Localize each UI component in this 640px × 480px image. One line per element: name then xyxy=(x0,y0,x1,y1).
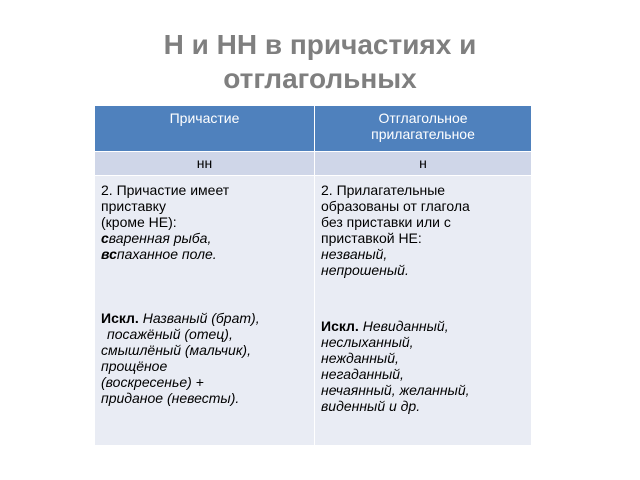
left-example-2-prefix: вс xyxy=(101,246,117,262)
left-exception-label: Искл. xyxy=(101,310,139,326)
subheader-nn-label: нн xyxy=(196,155,213,171)
right-exception-label: Искл. xyxy=(321,318,359,334)
header-row xyxy=(95,106,532,152)
header-adjective-line-1: Отглагольное xyxy=(378,110,468,126)
left-example-2-rest: паханное поле. xyxy=(116,246,217,262)
header-adjective-line-2: прилагательное xyxy=(371,126,475,142)
rules-table xyxy=(94,105,532,446)
right-example-line-1: незваный, xyxy=(321,246,388,262)
body-row xyxy=(95,176,532,446)
right-rule-line-1: 2. Прилагательные xyxy=(321,182,446,198)
subheader-nn xyxy=(95,152,315,176)
right-exception-line-1: Невиданный, xyxy=(362,318,449,334)
subheader-row xyxy=(95,152,532,176)
right-exception-1 xyxy=(321,318,525,334)
left-exception-line-4: прощёное xyxy=(101,358,168,374)
left-exception-1 xyxy=(101,310,308,326)
left-example-1-prefix: с xyxy=(101,230,109,246)
right-exception-line-5: нечаянный, желанный, xyxy=(321,382,470,398)
subheader-n xyxy=(315,152,532,176)
left-exception-line-2: посажёный (отец), xyxy=(107,326,233,342)
right-exception-line-6: виденный и др. xyxy=(321,398,421,414)
left-exception-line-6: приданое (невесты). xyxy=(101,390,240,406)
left-rule-line-1: 2. Причастие имеет xyxy=(101,182,230,198)
left-example-1-rest: варенная рыба, xyxy=(108,230,212,246)
left-rule-line-2: приставку xyxy=(101,198,166,214)
header-participle-label: Причастие xyxy=(169,110,240,126)
right-rule-line-4: приставкой НЕ: xyxy=(321,230,422,246)
right-exception-line-4: негаданный, xyxy=(321,366,404,382)
right-exception-line-2: неслыханный, xyxy=(321,334,414,350)
right-rule-line-3: без приставки или с xyxy=(321,214,451,230)
title-line-1: Н и НН в причастиях и xyxy=(163,29,477,60)
header-participle xyxy=(95,106,315,152)
page-title xyxy=(60,28,580,96)
left-exception-line-1: Названый (брат), xyxy=(142,310,260,326)
left-example-2 xyxy=(101,246,308,262)
header-adjective xyxy=(315,106,532,152)
left-exception-line-5: (воскресенье) + xyxy=(101,374,204,390)
left-rule-line-3: (кроме НЕ): xyxy=(101,214,177,230)
right-exception-line-3: нежданный, xyxy=(321,350,399,366)
right-example-line-2: непрошеный. xyxy=(321,262,409,278)
participle-rule-cell xyxy=(95,176,315,446)
right-rule-line-2: образованы от глагола xyxy=(321,198,470,214)
left-example-1 xyxy=(101,230,308,246)
adjective-rule-cell xyxy=(315,176,532,446)
left-exception-line-3: смышлёный (мальчик), xyxy=(101,342,251,358)
subheader-n-label: н xyxy=(419,155,427,171)
title-line-2: отглагольных xyxy=(223,63,417,94)
